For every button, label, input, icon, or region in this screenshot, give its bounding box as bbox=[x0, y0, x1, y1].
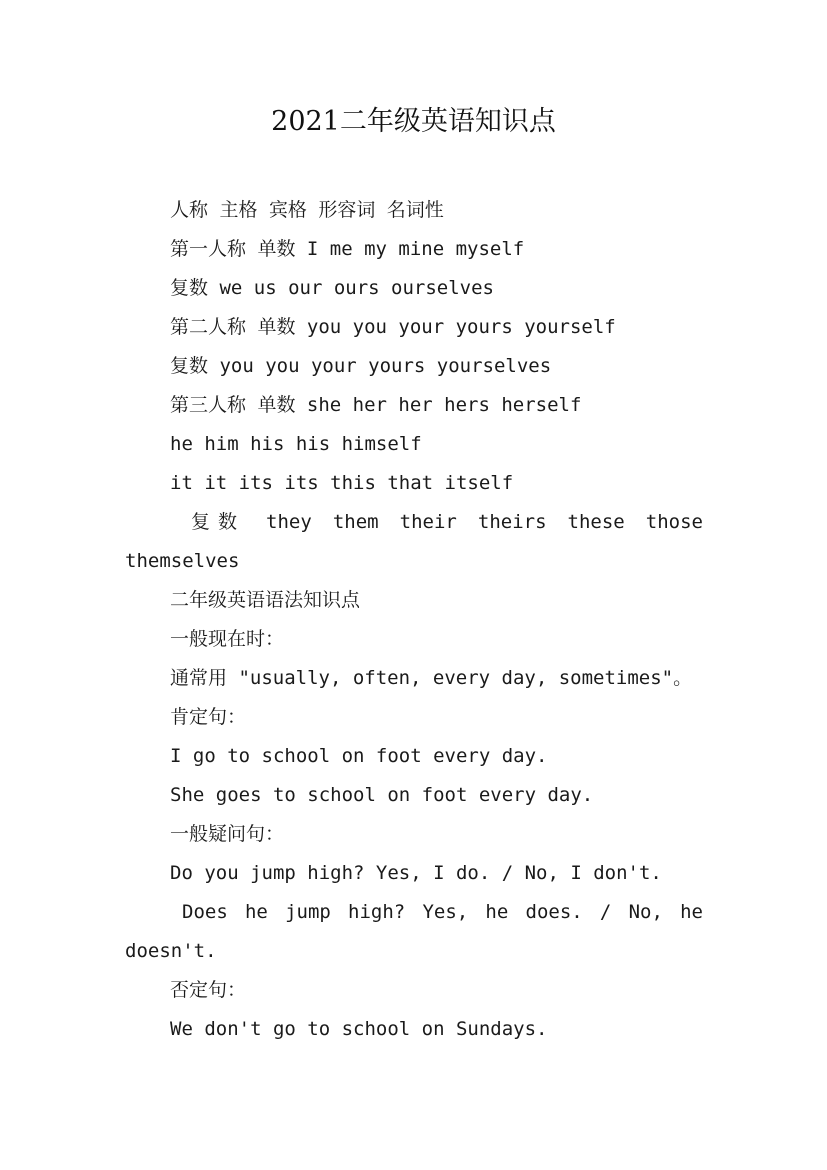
document-body bbox=[125, 191, 703, 1049]
second-person-singular-line: 第二人称 单数 you you your yours yourself bbox=[170, 316, 616, 338]
first-person-plural-line: 复数 we us our ours ourselves bbox=[170, 277, 494, 299]
word: theirs bbox=[477, 511, 547, 533]
third-person-it-line: it it its its this that itself bbox=[170, 472, 514, 494]
word: high? bbox=[348, 901, 406, 923]
word: Yes, bbox=[422, 901, 469, 923]
word: those bbox=[645, 511, 703, 533]
word: Does bbox=[182, 901, 228, 923]
question-example-2-paragraph bbox=[125, 893, 703, 971]
word: he bbox=[485, 901, 509, 923]
page-title: 2021二年级英语知识点 bbox=[271, 106, 556, 137]
affirmative-heading: 肯定句： bbox=[170, 706, 247, 728]
second-person-plural-line: 复数 you you your yours yourselves bbox=[170, 355, 552, 377]
question-example-1: Do you jump high? Yes, I do. / No, I don't. bbox=[170, 862, 662, 884]
word: they bbox=[266, 511, 312, 533]
word: jump bbox=[285, 901, 331, 923]
third-person-plural-paragraph bbox=[125, 503, 703, 581]
grammar-heading: 二年级英语语法知识点 bbox=[170, 589, 361, 611]
table-header-line: 人称 主格 宾格 形容词 名词性 bbox=[170, 199, 444, 221]
third-person-he-line: he him his his himself bbox=[170, 433, 422, 455]
negative-example-1: We don't go to school on Sundays. bbox=[170, 1018, 548, 1040]
affirmative-example-2: She goes to school on foot every day. bbox=[170, 784, 594, 806]
third-person-plural-line-2: themselves bbox=[125, 550, 240, 572]
word: he bbox=[244, 901, 268, 923]
third-person-singular-line: 第三人称 单数 she her her hers herself bbox=[170, 394, 582, 416]
word: No, bbox=[628, 901, 663, 923]
third-person-plural-line-1 bbox=[125, 503, 703, 542]
word: these bbox=[567, 511, 625, 533]
question-example-2-line-1 bbox=[125, 893, 703, 932]
word: / bbox=[599, 901, 612, 923]
negative-heading: 否定句： bbox=[170, 979, 247, 1001]
word: them bbox=[332, 511, 379, 533]
word: 复数 bbox=[191, 511, 246, 533]
word: does. bbox=[525, 901, 583, 923]
present-simple-heading: 一般现在时： bbox=[170, 628, 285, 650]
word: their bbox=[399, 511, 457, 533]
affirmative-example-1: I go to school on foot every day. bbox=[170, 745, 548, 767]
usage-note-line: 通常用 "usually, often, every day, sometimes"。 bbox=[170, 667, 693, 689]
word: he bbox=[680, 901, 703, 923]
question-heading: 一般疑问句： bbox=[170, 823, 285, 845]
question-example-2-line-2: doesn't. bbox=[125, 940, 217, 962]
first-person-singular-line: 第一人称 单数 I me my mine myself bbox=[170, 238, 525, 260]
